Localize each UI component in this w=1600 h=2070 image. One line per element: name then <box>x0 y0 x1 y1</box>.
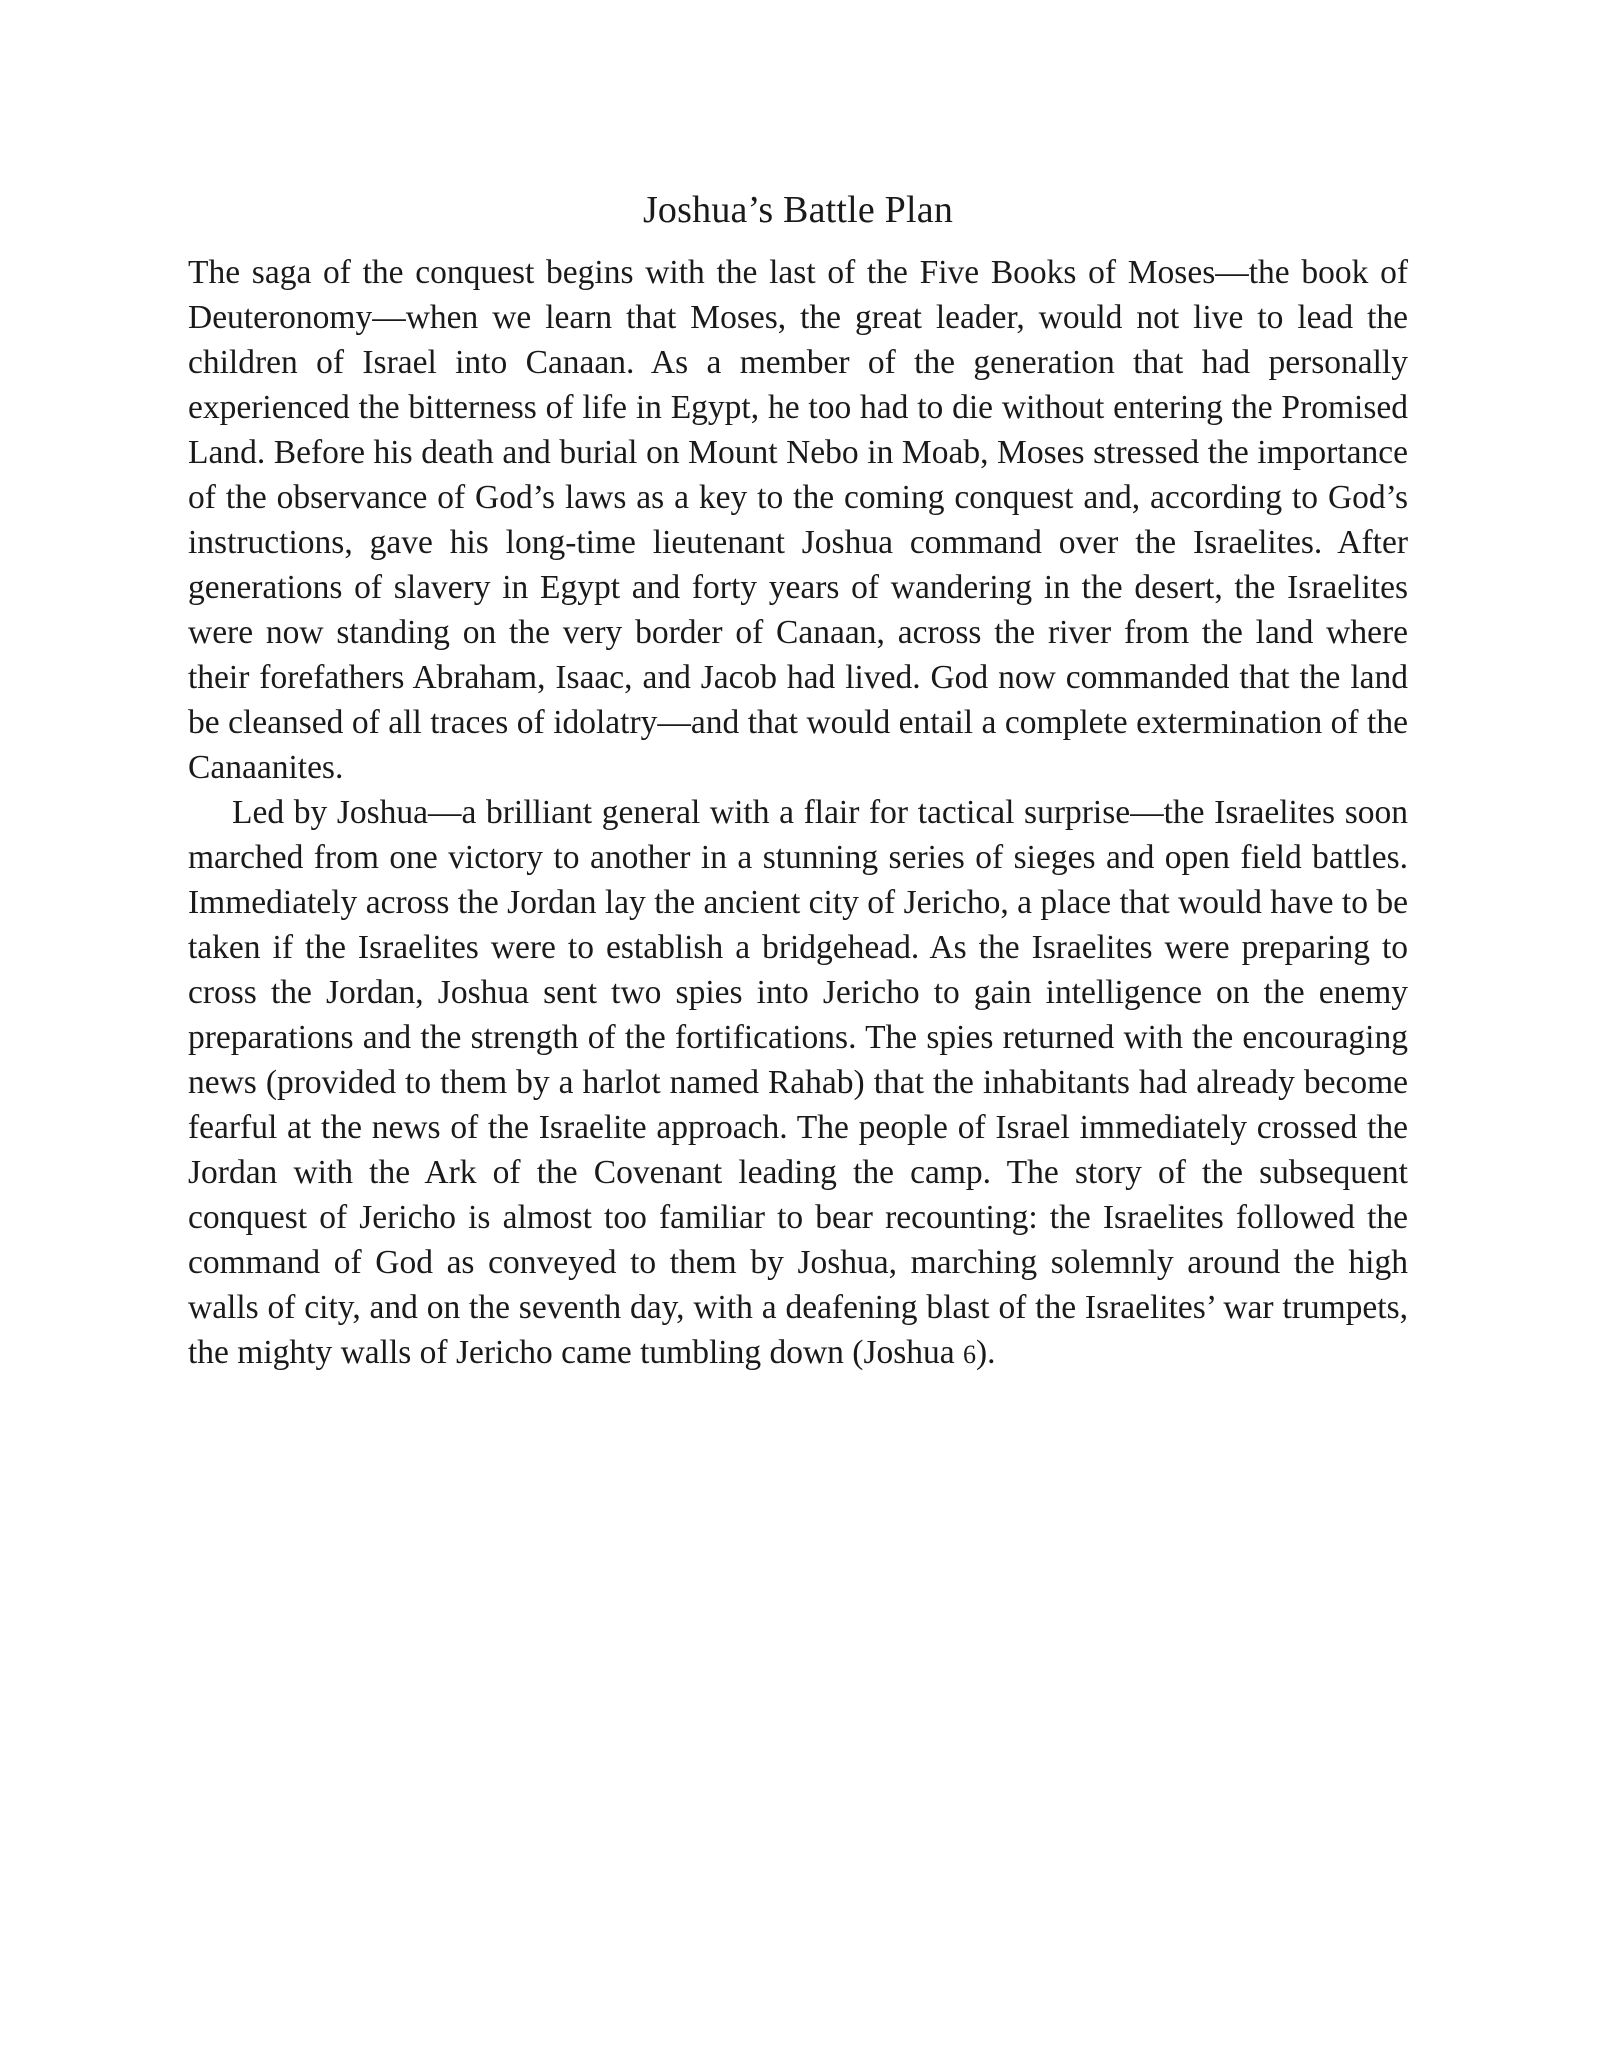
document-page <box>188 180 1408 1377</box>
citation-close: ). <box>976 1334 996 1371</box>
section-title: Joshua’s Battle Plan <box>642 189 954 231</box>
paragraph-2 <box>188 790 1408 1377</box>
citation-number: 6 <box>963 1340 977 1369</box>
paragraph-1: The saga of the conquest begins with the last of the Five Books of Moses—the book of Deuteronomy—when we learn that Moses, the great leader, would not live to lead the children of Israel into Canaan. As a member of the generation that had personally experienced the bitterness of life in Egypt, he too had to die without entering the Promised Land. Before his death and burial on Mount Nebo in Moab, Moses stressed the importance of the observance of God’s laws as a key to the coming conquest and, according to God’s instructions, gave his long-time lieutenant Joshua command over the Israelites. After generations of slavery in Egypt and forty years of wandering in the desert, the Israelites were now standing on the very border of Canaan, across the river from the land where their forefathers Abraham, Isaac, and Jacob had lived. God now commanded that the land be cleansed of all traces of idolatry—and that would entail a complete extermination of the Canaanites. <box>188 254 1408 786</box>
paragraph-2-text: Led by Joshua—a brilliant general with a flair for tactical surprise—the Israelites soon marched from one victory to another in a stunning series of sieges and open field battles. Immediately across the Jordan lay the ancient city of Jericho, a place that would have to be taken if the Israelites were to establish a bridgehead. As the Israelites were preparing to cross the Jordan, Joshua sent two spies into Jericho to gain intelligence on the enemy preparations and the strength of the fortifications. The spies returned with the encouraging news (provided to them by a harlot named Rahab) that the inhabitants had already become fearful at the news of the Israelite approach. The people of Israel immediately crossed the Jordan with the Ark of the Covenant leading the camp. The story of the subsequent conquest of Jericho is almost too familiar to bear recounting: the Israelites followed the command of God as conveyed to them by Joshua, marching solemnly around the high walls of city, and on the seventh day, with a deafening blast of the Israelites’ war trumpets, the mighty walls of Jericho came tumbling down (Joshua <box>188 794 1408 1371</box>
